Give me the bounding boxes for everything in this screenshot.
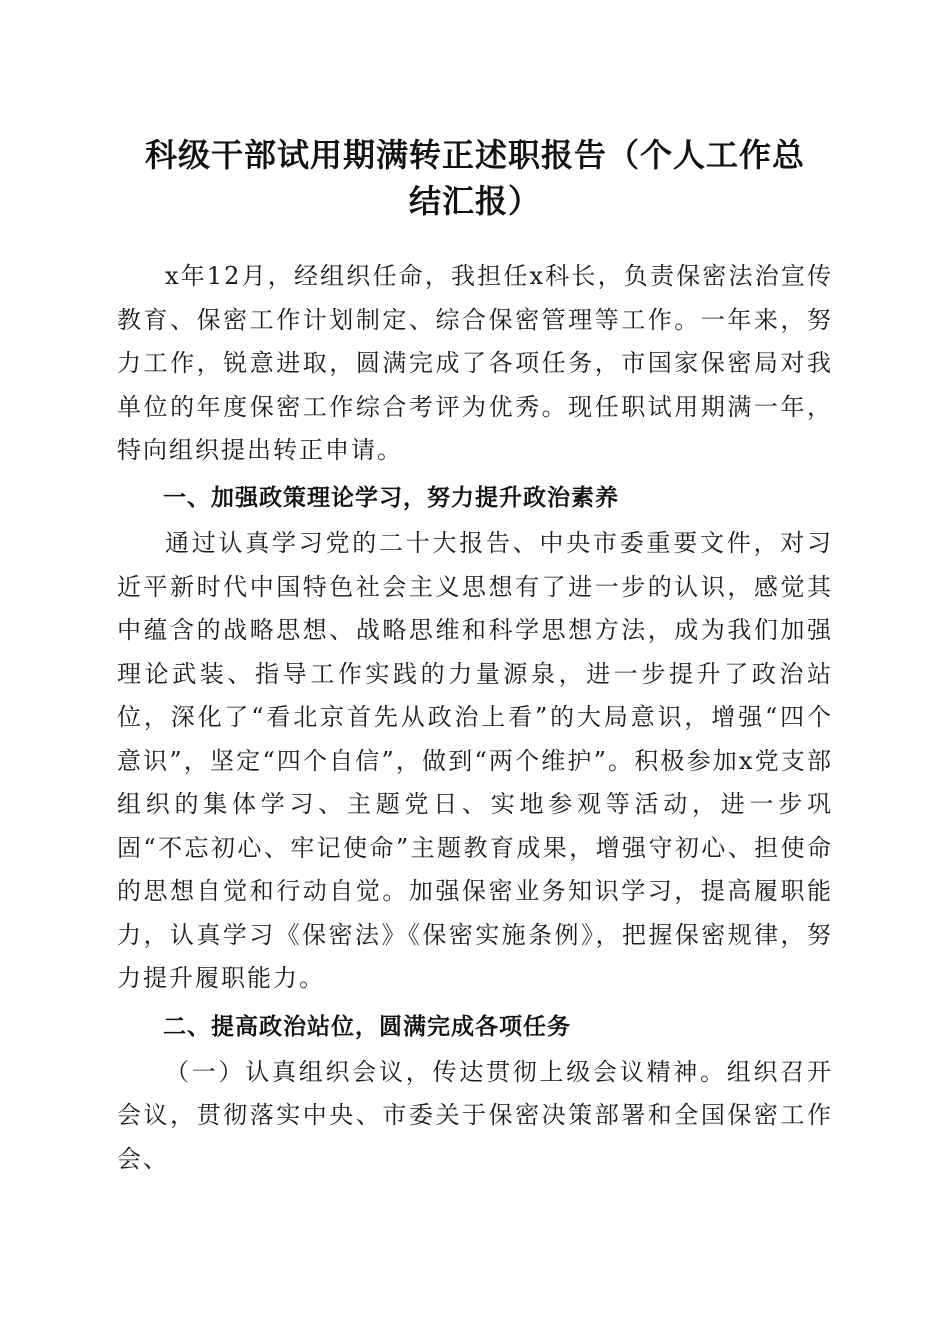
intro-paragraph: x年12月，经组织任命，我担任x科长，负责保密法治宣传教育、保密工作计划制定、综合保密管理等工作。一年来，努力工作，锐意进取，圆满完成了各项任务，市国家保密局对我单位的年度保密工作综合考评为优秀。现任职试用期满一年，特向组织提出转正申请。 bbox=[117, 262, 833, 464]
section-heading-1: 一、加强政策理论学习，努力提升政治素养 bbox=[163, 485, 619, 511]
subsection-1-paragraph: （一）认真组织会议，传达贯彻上级会议精神。组织召开会议，贯彻落实中央、市委关于保密决策部署和全国保密工作会、 bbox=[117, 1057, 833, 1173]
title-line-2: 结汇报） bbox=[408, 182, 541, 220]
section-1-paragraph: 通过认真学习党的二十大报告、中央市委重要文件，对习近平新时代中国特色社会主义思想有了进一步的认识，感觉其中蕴含的战略思想、战略思维和科学思想方法，成为我们加强理论武装、指导工作实践的力量源泉，进一步提升了政治站位，深化了“看北京首先从政治上看”的大局意识，增强“四个意识”，坚定“四个自信”，做到“两个维护”。积极参加x党支部组织的集体学习、主题党日、实地参观等活动，进一步巩固“不忘初心、牢记使命”主题教育成果，增强守初心、担使命的思想自觉和行动自觉。加强保密业务知识学习，提高履职能力，认真学习《保密法》《保密实施条例》，把握保密规律，努力提升履职能力。 bbox=[117, 529, 833, 992]
document-body bbox=[117, 255, 833, 1181]
title-line-1: 科级干部试用期满转正述职报告（个人工作总 bbox=[144, 136, 805, 174]
section-heading-2: 二、提高政治站位，圆满完成各项任务 bbox=[163, 1013, 571, 1040]
document-title bbox=[90, 132, 860, 224]
